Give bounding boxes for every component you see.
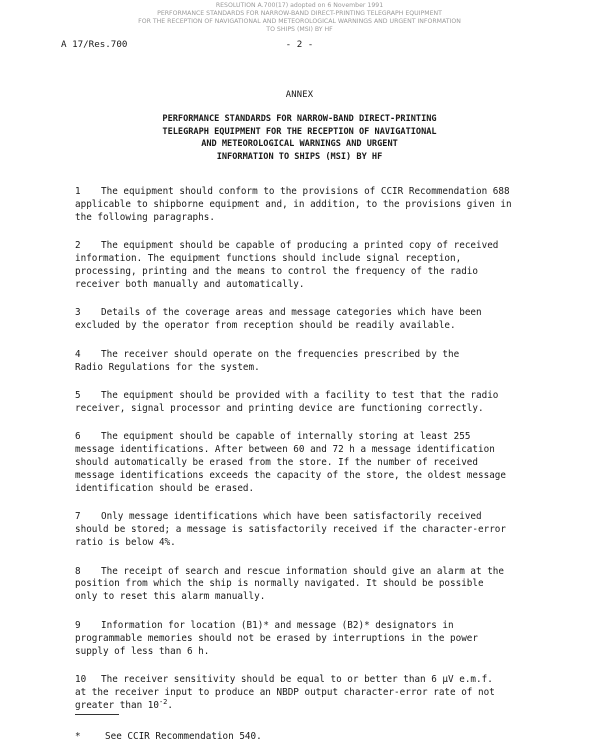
paragraph-6 <box>75 431 575 496</box>
paragraph-text: receiver, signal processor and printing device are functioning correctly. <box>75 402 484 414</box>
paragraph-text: Radio Regulations for the system. <box>75 361 260 373</box>
title-line: INFORMATION TO SHIPS (MSI) BY HF <box>216 151 383 162</box>
title-line: AND METEOROLOGICAL WARNINGS AND URGENT <box>201 139 398 149</box>
paragraph-number: 4 <box>75 348 81 360</box>
header-line: TO SHIPS (MSI) BY HF <box>266 26 333 33</box>
paragraph-first-line: Details of the coverage areas and message categories which have been <box>101 307 482 319</box>
footnote-separator <box>75 714 119 715</box>
page-number: - 2 - <box>285 39 314 50</box>
paragraph-text: position from which the ship is normally navigated. It should be possible only to reset this alarm manually. <box>75 578 484 603</box>
paragraph-text: should be stored; a message is satisfactorily received if the character-error ratio is below 4%. <box>75 524 506 549</box>
paragraph-first-line: The equipment should be provided with a facility to test that the radio <box>101 389 499 401</box>
footnote <box>75 731 262 742</box>
paragraph-2 <box>75 240 575 292</box>
document-header-banner <box>0 2 599 34</box>
paragraph-number: 8 <box>75 565 81 577</box>
paragraph-list <box>75 186 575 728</box>
paragraph-first-line: The equipment should be capable of producing a printed copy of received <box>101 240 499 252</box>
paragraph-text: applicable to shipborne equipment and, in addition, to the provisions given in the following paragraphs. <box>75 198 512 223</box>
paragraph-8 <box>75 566 575 605</box>
exponent: -2 <box>158 697 168 706</box>
paragraph-10 <box>75 674 575 713</box>
paragraph-first-line: The receipt of search and rescue information should give an alarm at the <box>101 565 504 577</box>
header-line: PERFORMANCE STANDARDS FOR NARROW-BAND DIRECT-PRINTING TELEGRAPH EQUIPMENT <box>157 10 442 17</box>
paragraph-first-line: The equipment should be capable of internally storing at least 255 <box>101 431 471 443</box>
paragraph-number: 5 <box>75 389 81 401</box>
footnote-mark: * <box>75 731 81 742</box>
paragraph-number: 6 <box>75 431 81 443</box>
annex-heading: ANNEX <box>285 90 314 100</box>
paragraph-text: programmable memories should not be erased by interruptions in the power supply of less than 6 h. <box>75 632 478 657</box>
paragraph-7 <box>75 511 575 550</box>
paragraph-first-line: The equipment should conform to the provisions of CCIR Recommendation 688 <box>101 186 510 197</box>
paragraph-first-line: Information for location (B1)* and message (B2)* designators in <box>101 619 454 631</box>
paragraph-text: information. The equipment functions should include signal reception, processing, printing and the means to control the frequency of the radio receiver both manually and automatically. <box>75 253 478 290</box>
paragraph-3 <box>75 307 575 333</box>
footnote-text: See CCIR Recommendation 540. <box>105 731 262 742</box>
paragraph-text: excluded by the operator from reception should be readily available. <box>75 320 456 332</box>
paragraph-text: message identifications. After between 60 and 72 h a message identification should automatically be erased from the store. If the number of received message identifications exceeds the capacity of the store, the oldest message identification should be erased. <box>75 444 506 494</box>
header-line: FOR THE RECEPTION OF NAVIGATIONAL AND METEOROLOGICAL WARNINGS AND URGENT INFORMATION <box>138 18 461 25</box>
paragraph-first-line: Only message identifications which have been satisfactorily received <box>101 511 482 523</box>
paragraph-tail: . <box>167 699 174 711</box>
paragraph-number: 2 <box>75 240 81 252</box>
paragraph-number: 9 <box>75 619 81 631</box>
paragraph-first-line: The receiver should operate on the frequencies prescribed by the <box>101 348 460 360</box>
paragraph-number: 10 <box>75 673 87 685</box>
paragraph-number: 3 <box>75 307 81 319</box>
title-line: PERFORMANCE STANDARDS FOR NARROW-BAND DIRECT-PRINTING <box>162 114 437 124</box>
paragraph-1 <box>75 186 575 225</box>
paragraph-9 <box>75 620 575 659</box>
document-title <box>120 113 479 163</box>
paragraph-5 <box>75 390 575 416</box>
document-reference: A 17/Res.700 <box>61 39 128 50</box>
paragraph-first-line: The receiver sensitivity should be equal to or better than 6 µV e.m.f. <box>101 673 493 685</box>
paragraph-4 <box>75 349 575 375</box>
title-line: TELEGRAPH EQUIPMENT FOR THE RECEPTION OF NAVIGATIONAL <box>162 126 437 137</box>
paragraph-text: at the receiver input to produce an NBDP output character-error rate of not greater than 10 <box>75 686 495 711</box>
paragraph-number: 1 <box>75 186 81 197</box>
paragraph-number: 7 <box>75 511 81 523</box>
header-line: RESOLUTION A.700(17) adopted on 6 November 1991 <box>215 2 384 9</box>
